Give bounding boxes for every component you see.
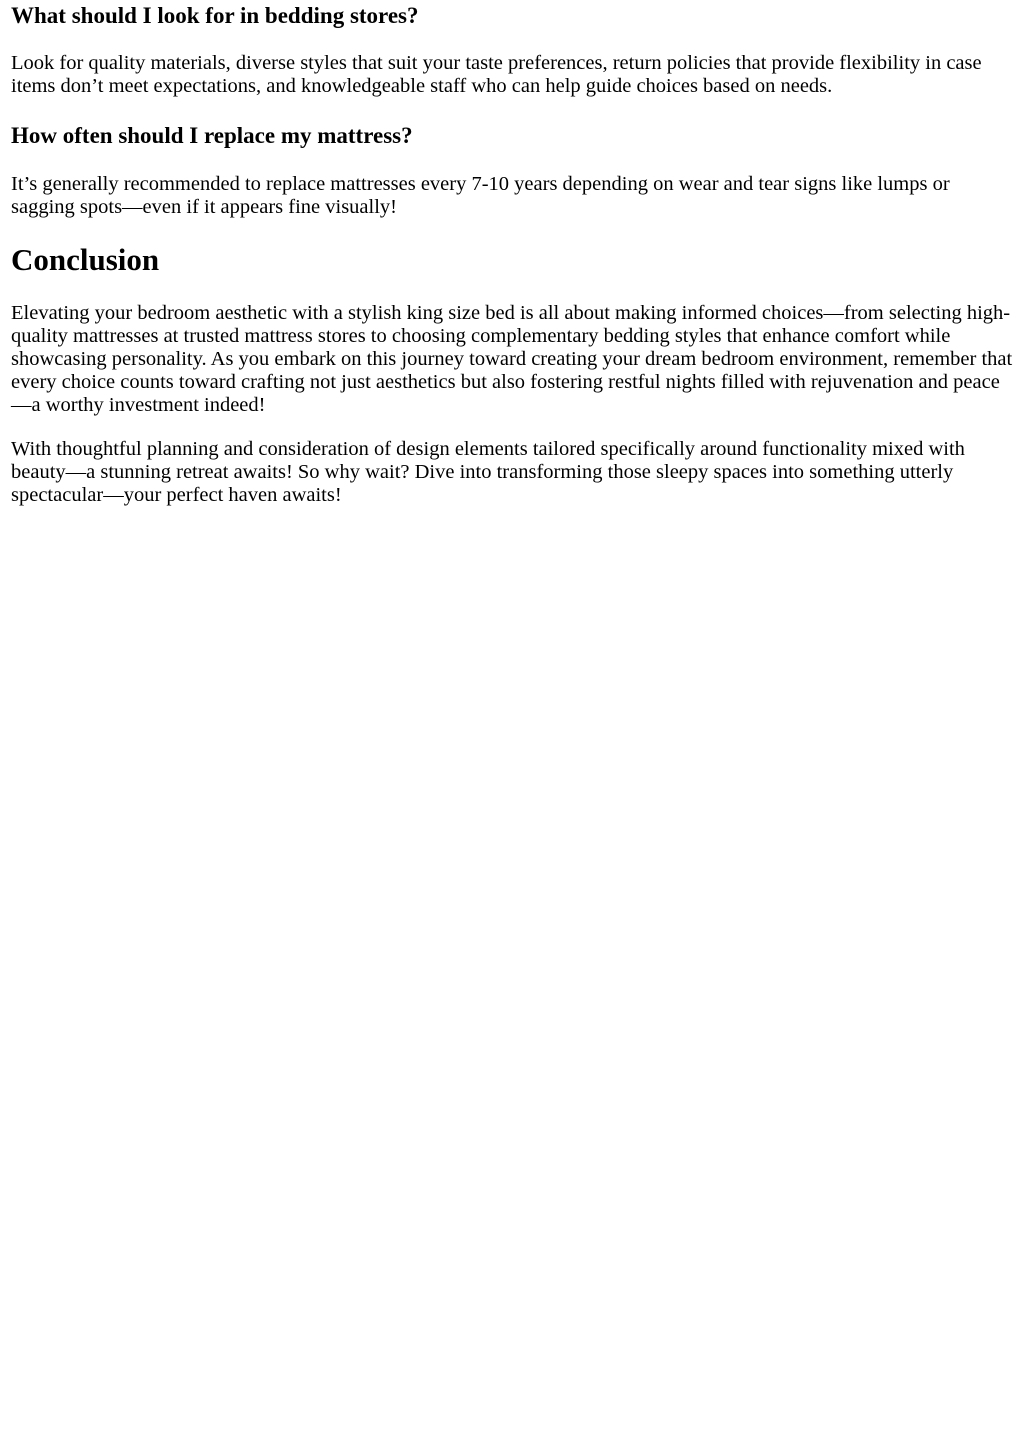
faq-question: What should I look for in bedding stores? <box>11 3 419 28</box>
conclusion-paragraph: With thoughtful planning and consideration of design elements tailored specifically around functionality mixed with beauty—a stunning retreat awaits! So why wait? Dive into transforming those sleepy spaces into something utterly spectacular—your perfect haven awaits! <box>11 438 965 506</box>
faq-question: How often should I replace my mattress? <box>11 123 413 148</box>
article-content <box>0 0 1024 507</box>
conclusion-heading: Conclusion <box>11 242 160 277</box>
faq-answer: It’s generally recommended to replace mattresses every 7-10 years depending on wear and tear signs like lumps or sagging spots—even if it appears fine visually! <box>11 173 950 218</box>
faq-answer: Look for quality materials, diverse styles that suit your taste preferences, return policies that provide flexibility in case items don’t meet expectations, and knowledgeable staff who can help guide choices based on needs. <box>11 52 982 97</box>
conclusion-paragraph: Elevating your bedroom aesthetic with a stylish king size bed is all about making informed choices—from selecting high-quality mattresses at trusted mattress stores to choosing complementary bedding styles that enhance comfort while showcasing personality. As you embark on this journey toward creating your dream bedroom environment, remember that every choice counts toward crafting not just aesthetics but also fostering restful nights filled with rejuvenation and peace—a worthy investment indeed! <box>11 302 1013 416</box>
conclusion-section <box>11 242 1014 507</box>
faq-item <box>11 122 1014 219</box>
faq-item <box>11 0 1014 98</box>
